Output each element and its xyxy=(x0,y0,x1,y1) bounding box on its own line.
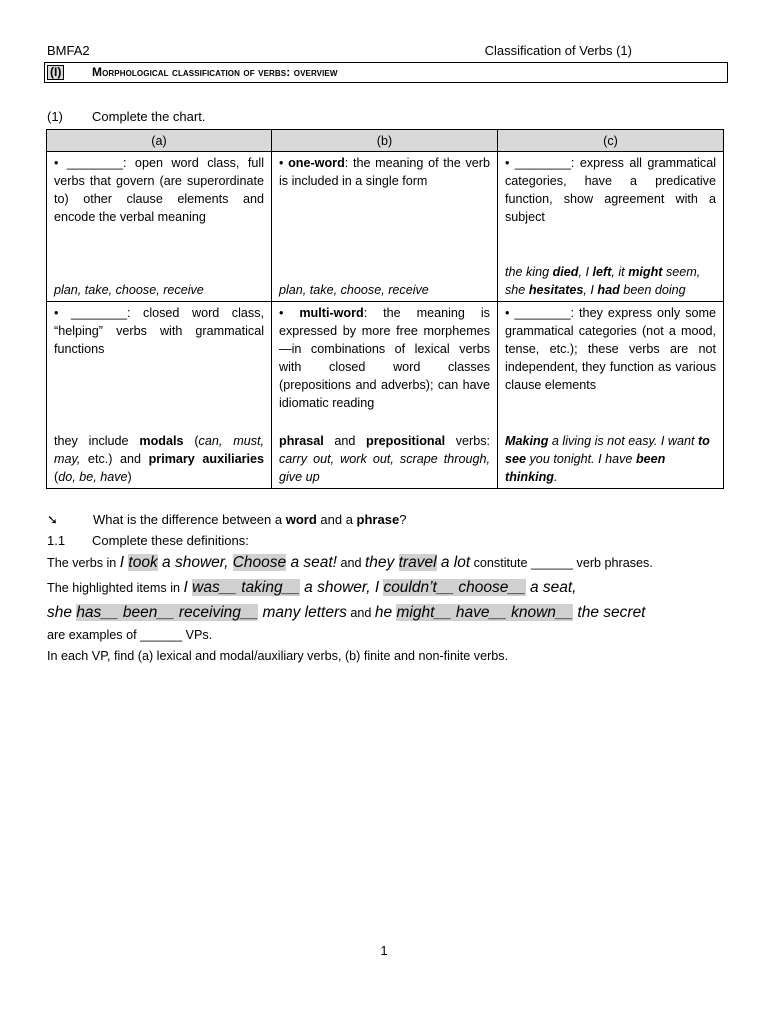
definition-line-4: are examples of ______ VPs. xyxy=(47,628,213,642)
section-heading-box xyxy=(44,62,728,83)
page-number: 1 xyxy=(380,943,388,958)
cell-1b: • one-word: the meaning of the verb is included in a single form plan, take, choose, receive xyxy=(272,152,498,302)
instruction-line: In each VP, find (a) lexical and modal/auxiliary verbs, (b) finite and non-finite verbs. xyxy=(47,649,509,663)
definition-text: : they express only some grammatical categories (not a mood, tense, etc.); these verbs are not independent, they function as various clause elements xyxy=(505,306,716,392)
subtask-number: 1.1 xyxy=(47,533,66,548)
task-number: (1) xyxy=(47,109,63,124)
highlighted-vp: was__ taking__ xyxy=(192,579,300,596)
chart-row-1 xyxy=(47,152,724,302)
arrow-bullet-icon: ➘ xyxy=(47,512,58,527)
definition-text: : open word class, full verbs that govern (are superordinate to) other clause elements and encode the verbal meaning xyxy=(54,156,264,224)
chart-row-2 xyxy=(47,302,724,489)
definition-line-3: she has__ been__ receiving__ many letters and he might__ have__ known__ the secret xyxy=(47,604,646,621)
highlighted-verb: travel xyxy=(398,554,437,571)
definition-line-1: The verbs in I took a shower, Choose a seat! and they travel a lot constitute ______ verb phrases. xyxy=(47,554,653,571)
definition-text: : closed word class, “helping” verbs with grammatical functions xyxy=(54,306,264,356)
subtask-text: Complete these definitions: xyxy=(92,533,249,548)
section-number: (I) xyxy=(47,65,64,80)
question-text: What is the difference between a word and a phrase? xyxy=(93,512,407,527)
chart-header-c: (c) xyxy=(498,130,724,152)
subtask-1-1 xyxy=(47,533,249,548)
example-text: Making a living is not easy. I want to see you tonight. I have been thinking. xyxy=(505,434,710,484)
highlighted-vp: couldn’t__ choose__ xyxy=(383,579,526,596)
chart-header-a: (a) xyxy=(47,130,272,152)
cell-2c: • ________: they express only some grammatical categories (not a mood, tense, etc.); these verbs are not independent, they function as various clause elements Making a living is not easy. I want to see you tonight. I have been thinking. xyxy=(498,302,724,489)
header-doc-title: Classification of Verbs (1) xyxy=(484,43,632,58)
blank: ________ xyxy=(70,306,127,320)
cell-2a: • ________: closed word class, “helping” verbs with grammatical functions they include modals (can, must, may, etc.) and primary auxiliaries (do, be, have) xyxy=(47,302,272,489)
chart-header-row xyxy=(47,130,724,152)
blank: ________ xyxy=(514,156,571,170)
example-text: the king died, I left, it might seem, she hesitates, I had been doing xyxy=(505,265,701,297)
task-instruction: Complete the chart. xyxy=(92,109,206,124)
cell-1c: • ________: express all grammatical categories, have a predicative function, show agreement with a subject the king died, I left, it might seem, she hesitates, I had been doing xyxy=(498,152,724,302)
definition-text: : the meaning is expressed by more free morphemes—in combinations of lexical verbs with closed word classes (prepositions and adverbs); can have idiomatic reading xyxy=(279,306,490,410)
definition-line-2: The highlighted items in I was__ taking__ a shower, I couldn’t__ choose__ a seat, xyxy=(47,579,577,596)
section-title: Morphological classification of verbs: overview xyxy=(92,65,338,79)
highlighted-vp: has__ been__ receiving__ xyxy=(76,604,259,621)
term: one-word xyxy=(288,156,345,170)
example-text: plan, take, choose, receive xyxy=(54,283,204,297)
blank: ________ xyxy=(514,306,571,320)
cell-1a: • ________: open word class, full verbs that govern (are superordinate to) other clause elements and encode the verbal meaning plan, take, choose, receive xyxy=(47,152,272,302)
example-text: plan, take, choose, receive xyxy=(279,283,429,297)
definition-text: : express all grammatical categories, have a predicative function, show agreement with a subject xyxy=(505,156,716,224)
cell-2b: • multi-word: the meaning is expressed by more free morphemes—in combinations of lexical verbs with closed word classes (prepositions and adverbs); can have idiomatic reading phrasal and prepositional verbs: carry out, work out, scrape through, give up xyxy=(272,302,498,489)
highlighted-verb: Choose xyxy=(232,554,287,571)
task-1 xyxy=(47,109,206,124)
definition-text: : the meaning of the verb is included in a single form xyxy=(279,156,490,188)
chart-header-b: (b) xyxy=(272,130,498,152)
highlighted-verb: took xyxy=(128,554,158,571)
term: multi-word xyxy=(299,306,364,320)
example-text: phrasal and prepositional verbs: carry out, work out, scrape through, give up xyxy=(279,434,491,484)
header-course-code: BMFA2 xyxy=(47,43,90,58)
blank: ________ xyxy=(66,156,123,170)
example-text: they include modals (can, must, may, etc.) and primary auxiliaries (do, be, have) xyxy=(54,434,264,484)
classification-chart xyxy=(46,129,724,489)
highlighted-vp: might__ have__ known__ xyxy=(396,604,574,621)
